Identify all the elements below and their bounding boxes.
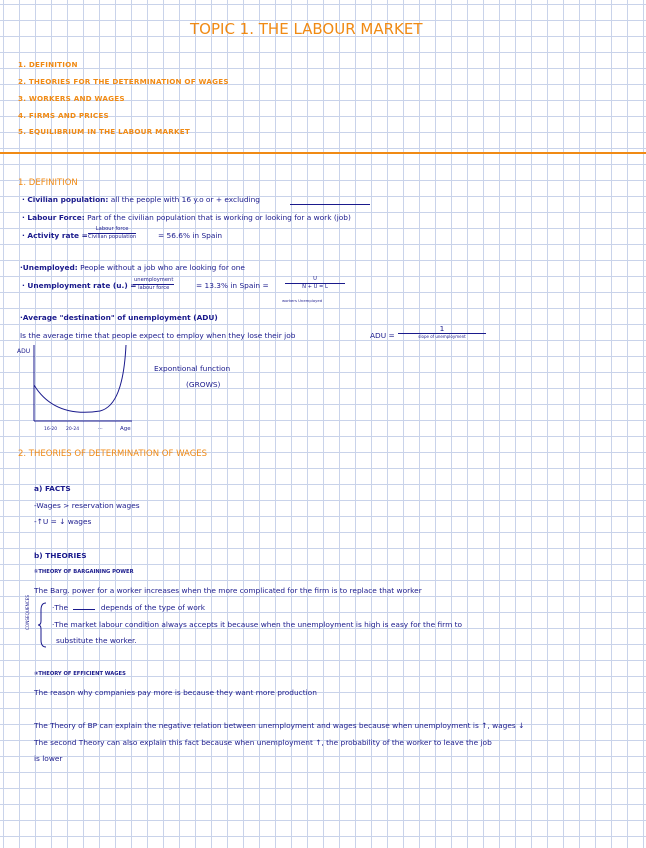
unemployment-rate-2-sublabel: workers Unemployed [282,298,323,303]
graph-x-label: Age [120,426,131,432]
unemployment-rate-denominator: labour force [138,285,170,292]
labour-force-text: Part of the civilian population that is working or looking for a work (job) [87,213,351,222]
labour-force-line [22,214,351,221]
toc-item-5: 5. EQUILIBRIUM IN THE LABOUR MARKET [18,127,190,136]
theory-2-title: ②THEORY OF EFFICIENT WAGES [34,671,126,677]
consequence-1-end: depends of the type of work [100,603,206,612]
unemployed-text: People without a job who are looking for one [80,263,245,272]
activity-rate-fraction [88,227,136,240]
consequence-1-start: ·The [52,603,69,612]
graph-note-2: (GROWS) [186,380,221,389]
activity-rate-denominator: Civilian population [88,234,137,241]
unemployment-rate-label: · Unemployment rate (u.) = [22,281,137,290]
toc-item-1: 1. DEFINITION [18,60,78,69]
page-title: TOPIC 1. THE LABOUR MARKET [190,20,423,38]
unemployment-rate-numerator: unemployment [133,278,174,285]
toc-item-3: 3. WORKERS AND WAGES [18,94,125,103]
blank-line [290,204,370,205]
section-1-heading: 1. DEFINITION [18,178,78,188]
consequences-brace [38,602,48,648]
consequence-1 [52,604,205,611]
adu-equation-label: ADU = [370,331,395,340]
unemployed-line [20,264,245,271]
toc-item-4: 4. FIRMS AND PRICES [18,111,109,120]
unemployment-rate-fraction-2 [285,277,345,290]
unemployed-label: ·Unemployed: [20,263,78,272]
civilian-population-line [22,196,260,203]
facts-title: a) FACTS [34,484,71,493]
graph-curve [34,345,126,412]
graph-y-label: ADU [17,348,31,355]
adu-graph [20,345,150,425]
graph-x-tick-1: 16-20 [44,427,58,432]
theory-2-text: The reason why companies pay more is because they want more production [34,688,317,697]
conclusion-line-1: The Theory of BP can explain the negative relation between unemployment and wages because when unemployment is ↑, wages ↓ [34,721,525,730]
consequence-1-blank [73,609,95,610]
graph-note-1: Expontional function [154,364,231,373]
activity-rate-numerator: Labour force [88,227,136,234]
civilian-population-text: all the people with 16 y.o or + excluding [110,195,260,204]
adu-fraction [398,325,486,339]
civilian-population-label: · Civilian population: [22,195,109,204]
theory-1-text: The Barg. power for a worker increases when the more complicated for the firm is to replace that worker [34,586,422,595]
consequence-2-line-2: substitute the worker. [56,636,137,645]
unemployment-rate-2-denominator: N + U = L [302,284,328,291]
unemployment-rate-fraction [133,278,174,291]
theory-1-title: ①THEORY OF BARGAINING POWER [34,569,134,575]
toc-item-2: 2. THEORIES FOR THE DETERMINATION OF WAGES [18,77,229,86]
activity-rate-value: = 56.6% in Spain [158,231,223,240]
adu-text: Is the average time that people expect to employ when they lose their job [20,331,296,340]
adu-numerator: 1 [398,325,486,334]
graph-x-tick-2: 20-24 [66,427,80,432]
theories-title: b) THEORIES [34,551,87,560]
unemployment-rate-2-numerator: U [285,277,345,284]
adu-denominator: slope of unemployment [418,334,466,340]
consequence-2-line-1: ·The market labour condition always accepts it because when the unemployment is high is easy for the firm to [52,620,463,629]
adu-title: ·Average "destination" of unemployment (ADU) [20,313,218,322]
fact-1: -Wages > reservation wages [34,501,140,510]
graph-x-tick-3: ··· [98,426,103,432]
section-2-heading: 2. THEORIES OF DETERMINATION OF WAGES [18,449,208,459]
fact-2: -↑U = ↓ wages [34,517,92,526]
conclusion-line-2: The second Theory can also explain this fact because when unemployment ↑, the probability of the worker to leave the job [34,738,492,747]
labour-force-label: · Labour Force: [22,213,85,222]
activity-rate-label: · Activity rate = [22,231,88,240]
consequences-label: CONSEQUENCES [25,594,30,630]
orange-divider [0,152,646,154]
conclusion-line-3: is lower [34,754,63,763]
unemployment-rate-value: = 13.3% in Spain = [196,281,269,290]
